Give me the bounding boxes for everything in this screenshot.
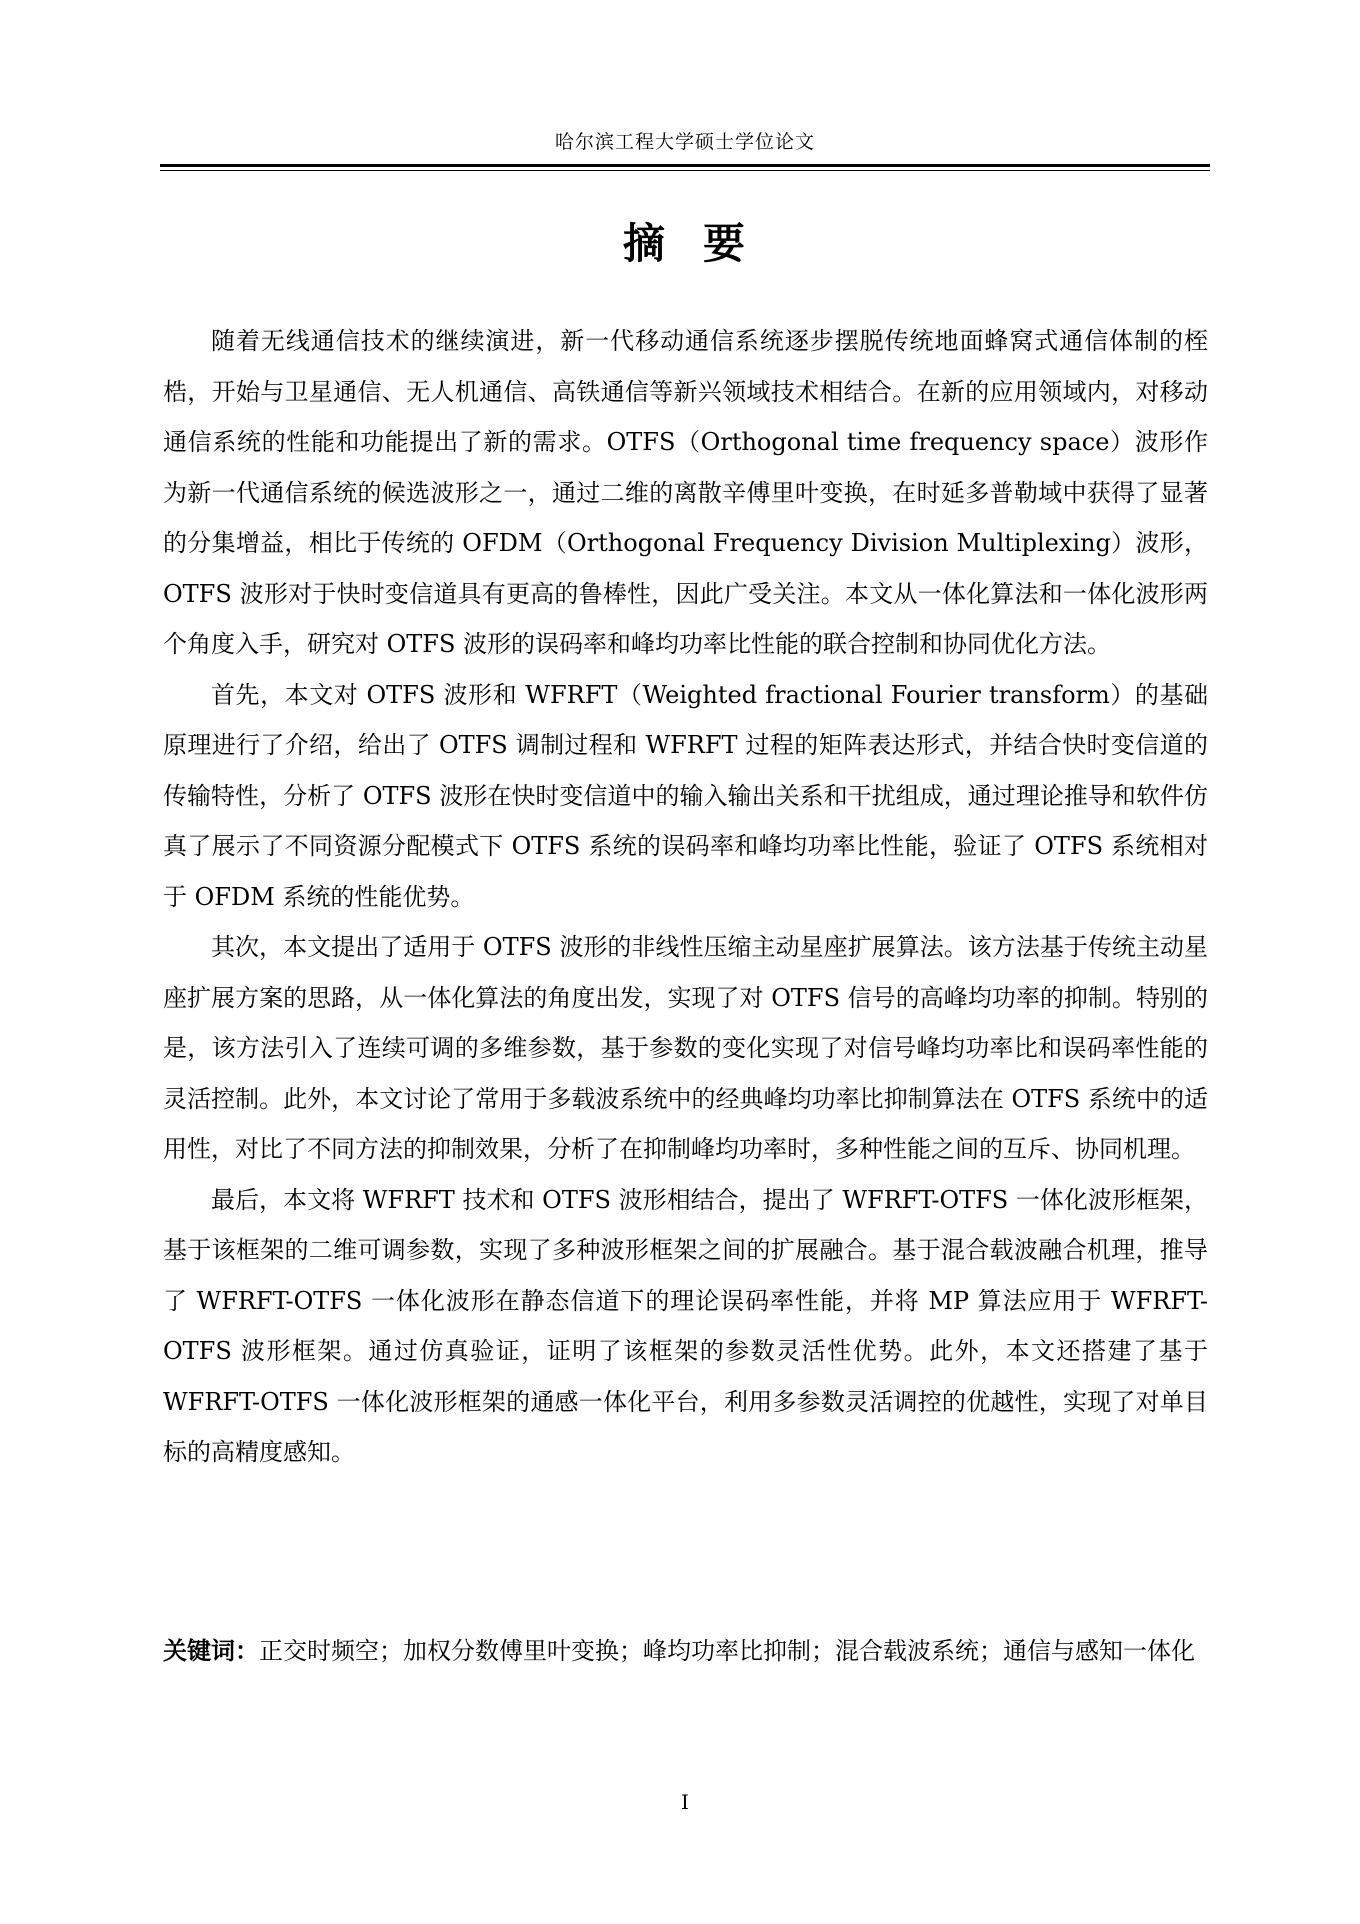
header-rule [160,164,1210,167]
page-number: I [681,1790,689,1814]
abstract-title [160,214,1210,274]
header-rule-thin [160,170,1210,171]
abstract-body [163,316,1208,1478]
abstract-paragraph-1: 随着无线通信技术的继续演进，新一代移动通信系统逐步摆脱传统地面蜂窝式通信体制的桎梏，开始与卫星通信、无人机通信、高铁通信等新兴领域技术相结合。在新的应用领域内，对移动通信系统的性能和功能提出了新的需求。OTFS（Orthogonal time frequency space）波形作为新一代通信系统的候选波形之一，通过二维的离散辛傅里叶变换，在时延多普勒域中获得了显著的分集增益，相比于传统的 OFDM（Orthogonal Frequency Division Multiplexing）波形，OTFS 波形对于快时变信道具有更高的鲁棒性，因此广受关注。本文从一体化算法和一体化波形两个角度入手，研究对 OTFS 波形的误码率和峰均功率比性能的联合控制和协同优化方法。 [163,327,1208,658]
abstract-paragraph-2: 首先，本文对 OTFS 波形和 WFRFT（Weighted fractional Fourier transform）的基础原理进行了介绍，给出了 OTFS 调制过程和 WFRFT 过程的矩阵表达形式，并结合快时变信道的传输特性，分析了 OTFS 波形在快时变信道中的输入输出关系和干扰组成，通过理论推导和软件仿真了展示了不同资源分配模式下 OTFS 系统的误码率和峰均功率比性能，验证了 OTFS 系统相对于 OFDM 系统的性能优势。 [163,680,1208,911]
abstract-title-part2: 要 [703,219,748,268]
keywords-label: 关键词： [163,1637,259,1665]
keywords-line [163,1626,1208,1677]
abstract-paragraph-4: 最后，本文将 WFRFT 技术和 OTFS 波形相结合，提出了 WFRFT-OTFS 一体化波形框架，基于该框架的二维可调参数，实现了多种波形框架之间的扩展融合。基于混合载波融合机理，推导了 WFRFT-OTFS 一体化波形在静态信道下的理论误码率性能，并将 MP 算法应用于 WFRFT-OTFS 波形框架。通过仿真验证，证明了该框架的参数灵活性优势。此外，本文还搭建了基于 WFRFT-OTFS 一体化波形框架的通感一体化平台，利用多参数灵活调控的优越性，实现了对单目标的高精度感知。 [163,1185,1208,1466]
abstract-title-part1: 摘 [622,219,667,268]
abstract-paragraph-3: 其次，本文提出了适用于 OTFS 波形的非线性压缩主动星座扩展算法。该方法基于传统主动星座扩展方案的思路，从一体化算法的角度出发，实现了对 OTFS 信号的高峰均功率的抑制。特别的是，该方法引入了连续可调的多维参数，基于参数的变化实现了对信号峰均功率比和误码率性能的灵活控制。此外，本文讨论了常用于多载波系统中的经典峰均功率比抑制算法在 OTFS 系统中的适用性，对比了不同方法的抑制效果，分析了在抑制峰均功率时，多种性能之间的互斥、协同机理。 [163,933,1208,1163]
running-header: 哈尔滨工程大学硕士学位论文 [554,131,815,153]
keywords-text: 正交时频空；加权分数傅里叶变换；峰均功率比抑制；混合载波系统；通信与感知一体化 [259,1637,1195,1665]
